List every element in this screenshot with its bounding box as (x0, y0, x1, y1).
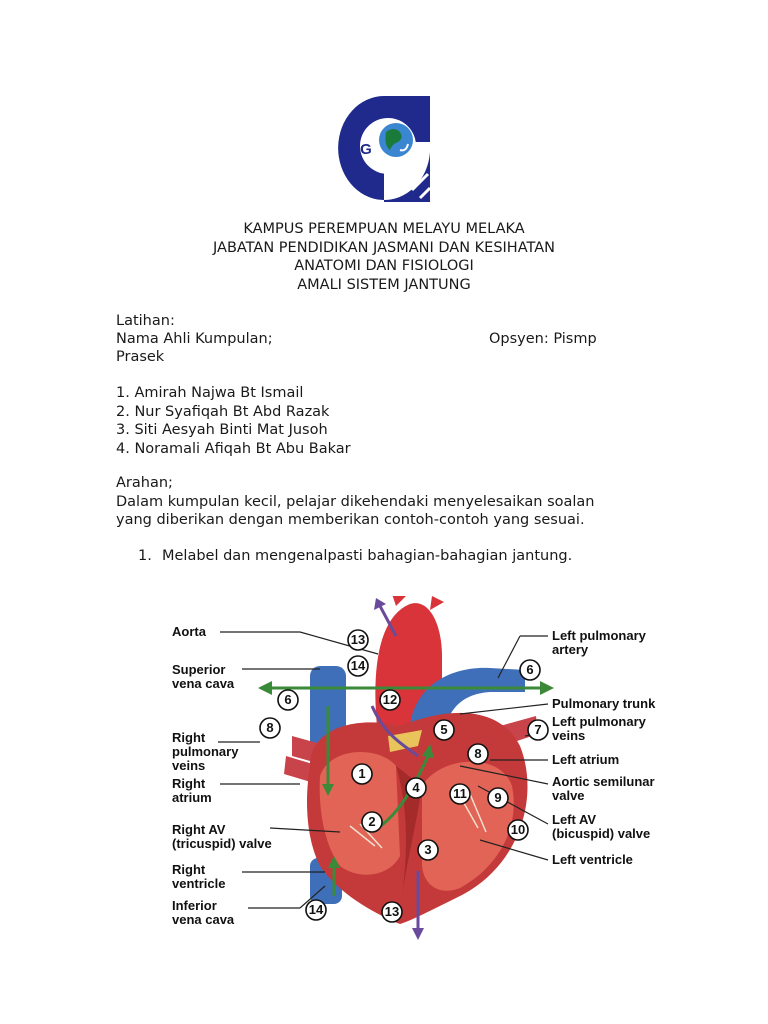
ipg-logo (336, 94, 432, 204)
label-left-pulmonary-artery: artery (552, 642, 589, 657)
header-department: JABATAN PENDIDIKAN JASMANI DAN KESIHATAN (213, 239, 555, 256)
label-superior-vena-cava: Superior (172, 662, 226, 677)
question-text: Melabel dan mengenalpasti bahagian-bahagian jantung. (162, 548, 573, 564)
label-right-pulmonary-veins: pulmonary (172, 744, 239, 759)
header-institution: KAMPUS PEREMPUAN MELAYU MELAKA (243, 221, 525, 237)
svg-text:2: 2 (368, 814, 376, 829)
label-inferior-vena-cava: vena cava (172, 912, 235, 927)
label-left-pulmonary-veins: Left pulmonary (552, 714, 646, 729)
instructions-line: Dalam kumpulan kecil, pelajar dikehendaki menyelesaikan soalan (116, 493, 595, 510)
svg-text:13: 13 (384, 904, 400, 919)
list-item: 1. Amirah Najwa Bt Ismail (116, 385, 304, 401)
marker-4 (406, 778, 426, 798)
svg-text:6: 6 (284, 692, 292, 707)
member-list (116, 384, 351, 458)
svg-text:13: 13 (350, 632, 366, 647)
label-right-pulmonary-veins: veins (172, 758, 206, 773)
label-left-av-valve: (bicuspid) valve (552, 826, 651, 841)
document-header (0, 220, 768, 294)
marker-13-bottom (382, 902, 402, 922)
label-right-av-valve: (tricuspid) valve (172, 836, 272, 851)
label-pulmonary-trunk: Pulmonary trunk (552, 696, 656, 711)
svg-text:9: 9 (494, 790, 502, 805)
latihan-label: Latihan: (116, 313, 175, 329)
svg-text:4: 4 (412, 780, 420, 795)
marker-8-left (260, 718, 280, 738)
svg-text:12: 12 (382, 692, 398, 707)
label-left-pulmonary-veins: veins (552, 728, 586, 743)
heart-diagram (160, 596, 700, 941)
svg-text:10: 10 (510, 822, 526, 837)
marker-6-left (278, 690, 298, 710)
svg-text:14: 14 (350, 658, 366, 673)
marker-6-right (520, 660, 540, 680)
question-1 (138, 547, 572, 566)
list-item: 3. Siti Aesyah Binti Mat Jusoh (116, 422, 328, 438)
instructions-title: Arahan; (116, 475, 173, 491)
label-right-pulmonary-veins: Right (172, 730, 206, 745)
marker-1 (352, 764, 372, 784)
svg-text:3: 3 (424, 842, 432, 857)
label-right-ventricle: ventricle (172, 876, 226, 891)
right-labels (552, 628, 656, 867)
label-inferior-vena-cava: Inferior (172, 898, 217, 913)
marker-8-right (468, 744, 488, 764)
header-topic: AMALI SISTEM JANTUNG (297, 276, 471, 293)
label-left-ventricle: Left ventricle (552, 852, 633, 867)
label-superior-vena-cava: vena cava (172, 676, 235, 691)
label-aortic-semilunar-valve: Aortic semilunar (552, 774, 655, 789)
marker-14-bottom (306, 900, 326, 920)
prasek-label: Prasek (116, 349, 165, 365)
label-aortic-semilunar-valve: valve (552, 788, 585, 803)
svg-text:6: 6 (526, 662, 534, 677)
label-right-ventricle: Right (172, 862, 206, 877)
list-item: 4. Noramali Afiqah Bt Abu Bakar (116, 440, 351, 457)
marker-9 (488, 788, 508, 808)
svg-text:11: 11 (453, 786, 467, 801)
logo-text: iPG (346, 141, 372, 158)
question-number: 1. (138, 548, 152, 564)
label-left-av-valve: Left AV (552, 812, 597, 827)
marker-11 (450, 784, 470, 804)
marker-13-top (348, 630, 368, 650)
group-members-label: Nama Ahli Kumpulan; (116, 331, 273, 347)
label-left-atrium: Left atrium (552, 752, 620, 767)
svg-text:7: 7 (534, 722, 542, 737)
marker-10 (508, 820, 528, 840)
marker-2 (362, 812, 382, 832)
label-right-atrium: Right (172, 776, 206, 791)
header-subject: ANATOMI DAN FISIOLOGI (294, 258, 474, 274)
marker-7 (528, 720, 548, 740)
svg-text:8: 8 (266, 720, 274, 735)
label-right-atrium: atrium (172, 790, 212, 805)
label-right-av-valve: Right AV (172, 822, 226, 837)
list-item: 2. Nur Syafiqah Bt Abd Razak (116, 403, 330, 420)
opsyen-label: Opsyen: Pismp (489, 331, 597, 347)
label-left-pulmonary-artery: Left pulmonary (552, 628, 646, 643)
svg-text:5: 5 (440, 722, 448, 737)
svg-text:8: 8 (474, 746, 482, 761)
svg-text:1: 1 (358, 766, 366, 781)
marker-14-top (348, 656, 368, 676)
instructions (116, 474, 595, 530)
marker-3 (418, 840, 438, 860)
marker-12 (380, 690, 400, 710)
svg-text:14: 14 (308, 902, 324, 917)
marker-5 (434, 720, 454, 740)
instructions-line: yang diberikan dengan memberikan contoh-contoh yang sesuai. (116, 512, 585, 528)
label-aorta: Aorta (172, 624, 206, 639)
